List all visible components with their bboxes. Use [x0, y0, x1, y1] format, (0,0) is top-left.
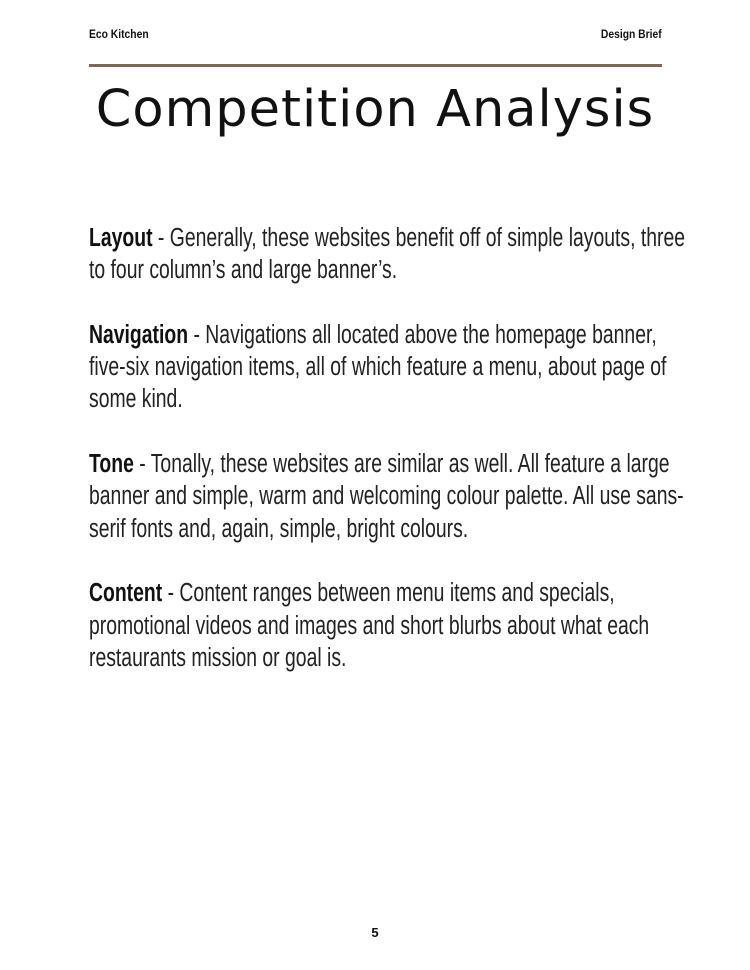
header-divider [89, 64, 662, 67]
section-text: - Content ranges between menu items and specials, promotional videos and images and short blurbs about what each restaurants mission or goal is. [89, 579, 650, 672]
section-term: Navigation [89, 320, 189, 349]
section-term: Layout [89, 224, 153, 252]
section-term: Tone [89, 450, 134, 479]
page-header [89, 27, 662, 45]
section-text: - Generally, these websites benefit off of simple layouts, three to four column’s and large banner’s. [89, 224, 686, 285]
section-content [89, 577, 689, 674]
header-document-type: Design Brief [601, 27, 662, 41]
section-tone [89, 448, 689, 545]
header-project-name: Eco Kitchen [89, 27, 149, 41]
page-number: 5 [371, 925, 379, 940]
page-title: Competition Analysis [95, 80, 655, 139]
section-navigation [89, 319, 689, 416]
section-text: - Tonally, these websites are similar as well. All feature a large banner and simple, warm and welcoming colour palette. All use sans-serif fonts and, again, simple, bright colours. [89, 450, 684, 543]
section-text: - Navigations all located above the homepage banner, five-six navigation items, all of which feature a menu, about page of some kind. [89, 320, 667, 414]
body-content [89, 222, 689, 706]
section-layout [89, 222, 689, 287]
section-term: Content [89, 579, 163, 608]
